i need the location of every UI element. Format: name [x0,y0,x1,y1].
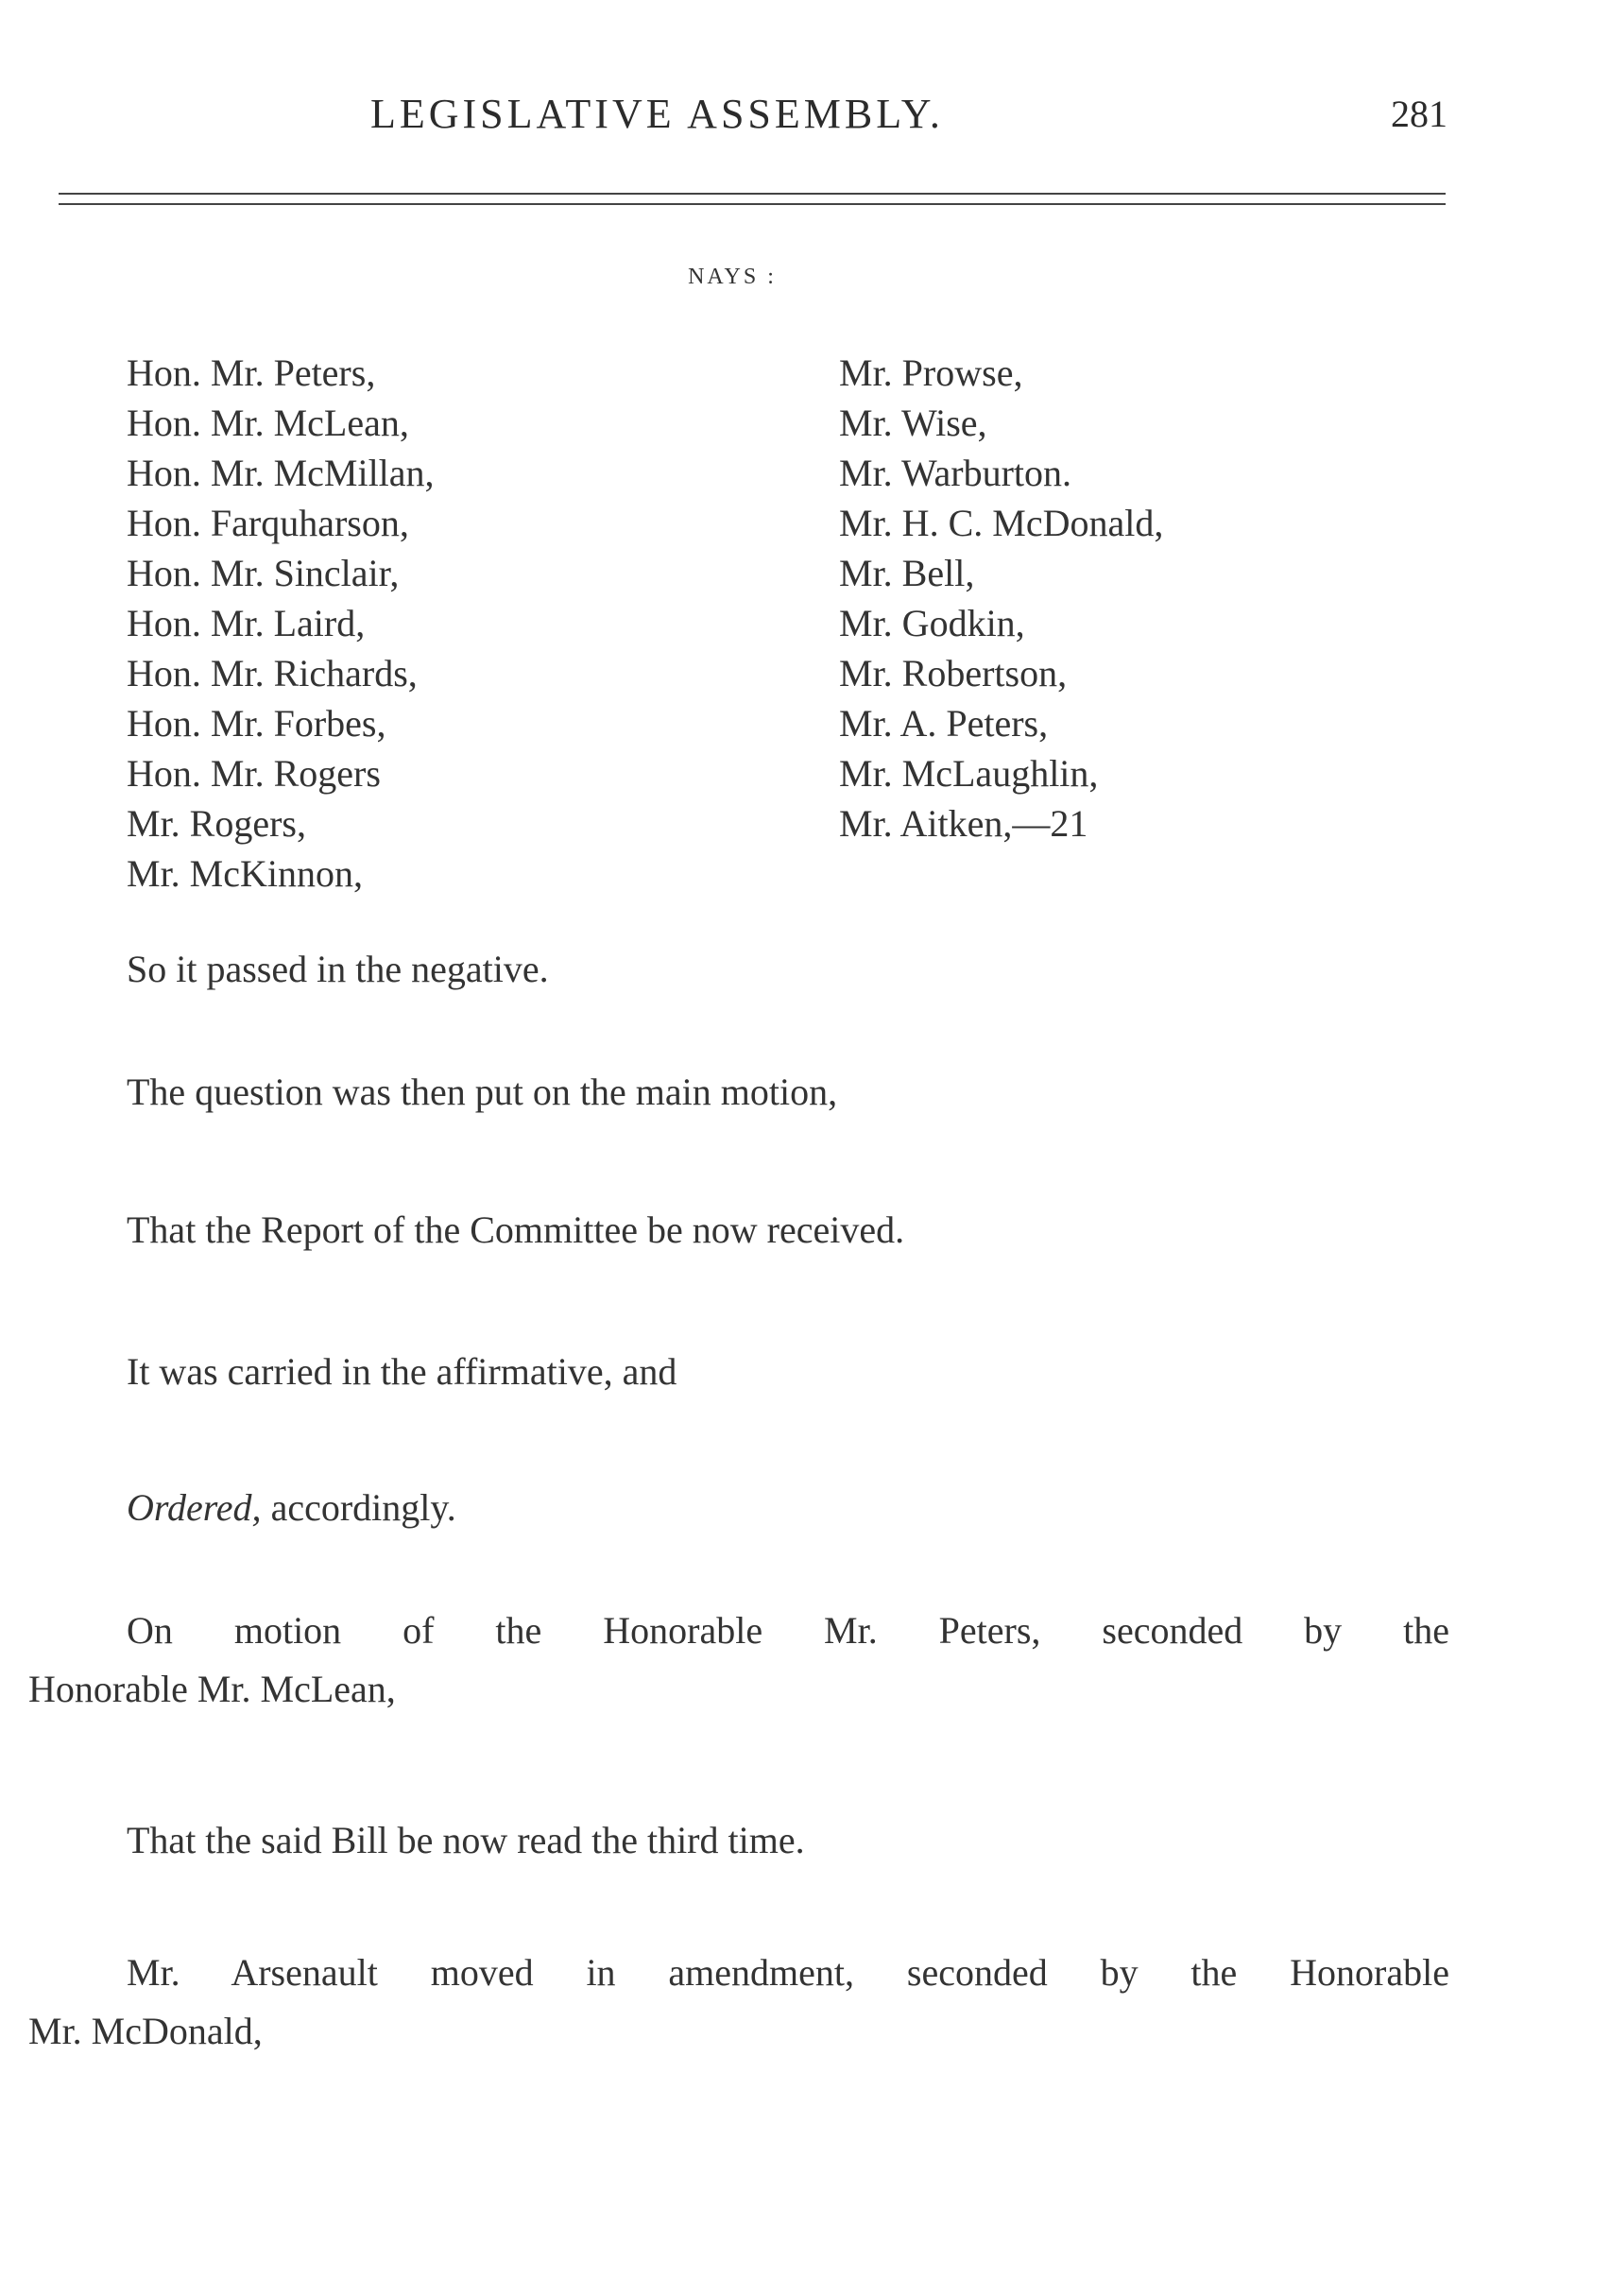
bill-paragraph: That the said Bill be now read the third time. [127,1819,805,1861]
ordered-paragraph [127,1485,456,1530]
nay-name: Mr. McKinnon, [127,852,363,895]
page-number: 281 [1391,93,1447,135]
nay-name: Mr. Godkin, [839,602,1025,644]
motion-paragraph-line1: On motion of the Honorable Mr. Peters, seconded by the [127,1609,1449,1652]
nay-name: Hon. Farquharson, [127,502,409,544]
nay-name: Mr. Bell, [839,552,975,594]
report-paragraph: That the Report of the Committee be now received. [127,1208,905,1251]
header-rule-bottom [59,203,1446,205]
nays-heading: NAYS : [688,265,777,289]
nay-name: Mr. H. C. McDonald, [839,502,1164,544]
nay-name: Hon. Mr. Forbes, [127,702,386,745]
negative-paragraph: So it passed in the negative. [127,948,549,990]
nays-right-column [839,348,1163,848]
nay-name: Hon. Mr. Rogers [127,752,381,795]
nays-left-column [127,348,435,899]
page-title: LEGISLATIVE ASSEMBLY. [370,91,944,137]
nay-name: Hon. Mr. McMillan, [127,452,435,494]
nay-name: Mr. Robertson, [839,652,1068,694]
motion-paragraph-line2: Honorable Mr. McLean, [28,1668,396,1710]
nay-name: Mr. Wise, [839,402,987,444]
nay-name: Mr. Warburton. [839,452,1072,494]
nay-name: Hon. Mr. Sinclair, [127,552,400,594]
nay-name: Hon. Mr. Peters, [127,351,376,394]
carried-paragraph: It was carried in the affirmative, and [127,1350,677,1393]
nay-name: Mr. A. Peters, [839,702,1049,745]
nay-name: Hon. Mr. Laird, [127,602,366,644]
header-rule-top [59,193,1446,195]
ordered-italic: Ordered, [127,1486,262,1529]
nay-name: Hon. Mr. Richards, [127,652,418,694]
nay-name: Hon. Mr. McLean, [127,402,409,444]
question-paragraph: The question was then put on the main motion, [127,1071,838,1113]
amendment-paragraph-line1: Mr. Arsenault moved in amendment, seconded by the Honorable [127,1951,1449,1994]
running-head [0,90,1610,146]
nay-name: Mr. Prowse, [839,351,1023,394]
amendment-paragraph-line2: Mr. McDonald, [28,2010,263,2052]
ordered-rest: accordingly. [261,1486,456,1529]
nay-name: Mr. McLaughlin, [839,752,1099,795]
nay-name: Mr. Aitken,—21 [839,802,1088,845]
nay-name: Mr. Rogers, [127,802,306,845]
